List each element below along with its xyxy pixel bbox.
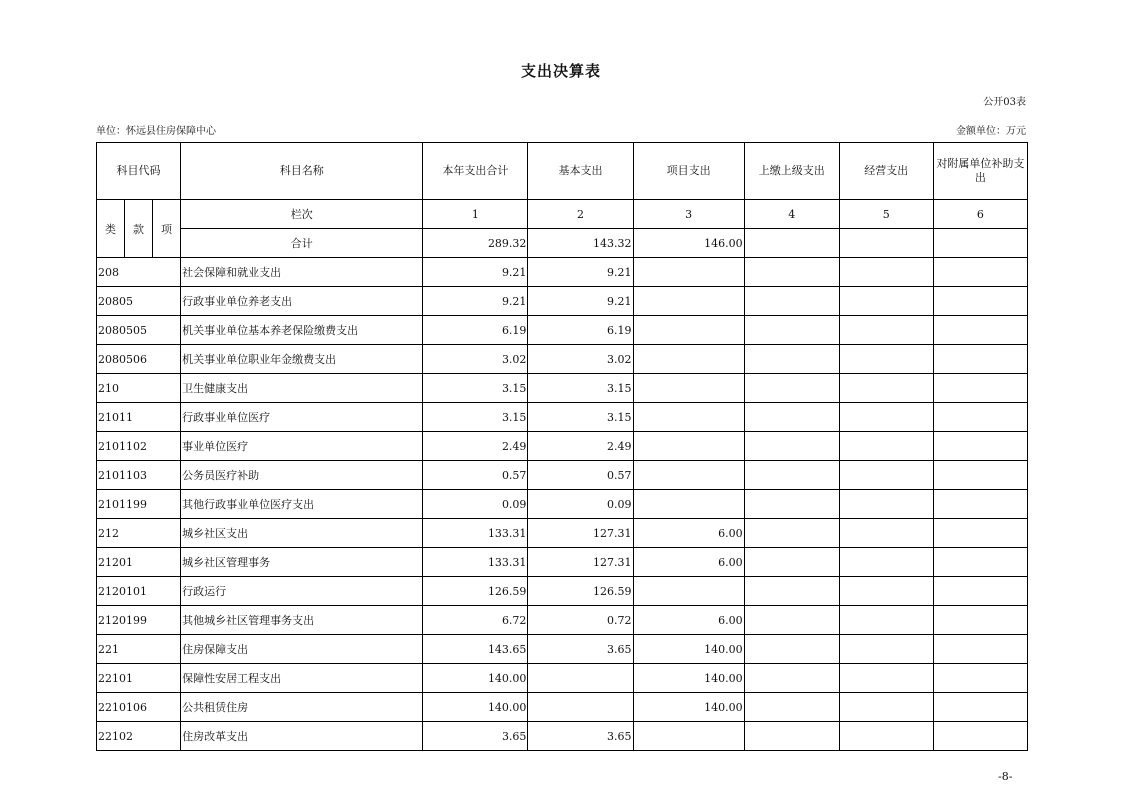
cell-code: 212: [97, 519, 181, 548]
table-body: [97, 143, 1028, 751]
cell-subsidy: [933, 635, 1027, 664]
header-kuan: 款: [125, 200, 153, 258]
cell-upper: [744, 548, 839, 577]
cell-basic: 127.31: [528, 519, 633, 548]
cell-upper: [744, 519, 839, 548]
total-basic: 143.32: [528, 229, 633, 258]
cell-upper: [744, 490, 839, 519]
cell-basic: 3.15: [528, 403, 633, 432]
cell-basic: 3.15: [528, 374, 633, 403]
cell-subsidy: [933, 258, 1027, 287]
cell-total: 9.21: [423, 258, 528, 287]
total-total: 289.32: [423, 229, 528, 258]
table-row: [97, 606, 1028, 635]
table-row: [97, 258, 1028, 287]
column-number-row: [97, 200, 1028, 229]
cell-name: 住房改革支出: [181, 722, 423, 751]
header-subsidy: 对附属单位补助支出: [933, 143, 1027, 200]
table-row: [97, 664, 1028, 693]
cell-basic: 3.65: [528, 635, 633, 664]
cell-upper: [744, 287, 839, 316]
cell-upper: [744, 577, 839, 606]
cell-total: 6.72: [423, 606, 528, 635]
cell-code: 210: [97, 374, 181, 403]
cell-subsidy: [933, 693, 1027, 722]
cell-code: 2120101: [97, 577, 181, 606]
cell-code: 2120199: [97, 606, 181, 635]
cell-subsidy: [933, 403, 1027, 432]
cell-business: [839, 577, 933, 606]
table-row: [97, 374, 1028, 403]
cell-business: [839, 316, 933, 345]
cell-code: 2080506: [97, 345, 181, 374]
cell-upper: [744, 693, 839, 722]
cell-basic: 6.19: [528, 316, 633, 345]
cell-code: 21011: [97, 403, 181, 432]
cell-total: 3.65: [423, 722, 528, 751]
cell-basic: 0.72: [528, 606, 633, 635]
total-project: 146.00: [633, 229, 744, 258]
cell-total: 140.00: [423, 693, 528, 722]
table-row: [97, 548, 1028, 577]
table-row: [97, 432, 1028, 461]
total-business: [839, 229, 933, 258]
cell-project: [633, 432, 744, 461]
cell-name: 社会保障和就业支出: [181, 258, 423, 287]
cell-business: [839, 722, 933, 751]
cell-subsidy: [933, 432, 1027, 461]
table-row: [97, 403, 1028, 432]
header-basic: 基本支出: [528, 143, 633, 200]
form-code: 公开03表: [983, 97, 1026, 108]
cell-code: 2210106: [97, 693, 181, 722]
expenditure-table: [96, 142, 1028, 751]
table-row: [97, 287, 1028, 316]
cell-name: 其他行政事业单位医疗支出: [181, 490, 423, 519]
total-subsidy: [933, 229, 1027, 258]
cell-upper: [744, 374, 839, 403]
col-num-2: 2: [528, 200, 633, 229]
cell-total: 0.57: [423, 461, 528, 490]
cell-basic: 2.49: [528, 432, 633, 461]
cell-name: 行政运行: [181, 577, 423, 606]
header-upper: 上缴上级支出: [744, 143, 839, 200]
table-row: [97, 316, 1028, 345]
cell-code: 221: [97, 635, 181, 664]
cell-upper: [744, 635, 839, 664]
cell-project: [633, 287, 744, 316]
page-title: 支出决算表: [520, 62, 601, 80]
table-row: [97, 693, 1028, 722]
cell-total: 133.31: [423, 519, 528, 548]
money-unit-label: 金额单位：万元: [956, 126, 1026, 137]
cell-business: [839, 635, 933, 664]
cell-business: [839, 461, 933, 490]
cell-project: [633, 577, 744, 606]
col-num-1: 1: [423, 200, 528, 229]
cell-subsidy: [933, 548, 1027, 577]
table-row: [97, 577, 1028, 606]
header-total: 本年支出合计: [423, 143, 528, 200]
cell-basic: 9.21: [528, 287, 633, 316]
cell-total: 6.19: [423, 316, 528, 345]
unit-label: 单位：怀远县住房保障中心: [96, 126, 216, 137]
cell-business: [839, 287, 933, 316]
cell-business: [839, 374, 933, 403]
cell-total: 9.21: [423, 287, 528, 316]
header-xiang: 项: [153, 200, 181, 258]
cell-project: [633, 316, 744, 345]
cell-code: 2101103: [97, 461, 181, 490]
cell-total: 143.65: [423, 635, 528, 664]
table-row: [97, 461, 1028, 490]
cell-business: [839, 548, 933, 577]
table-row: [97, 519, 1028, 548]
cell-name: 住房保障支出: [181, 635, 423, 664]
header-lei: 类: [97, 200, 125, 258]
cell-subsidy: [933, 722, 1027, 751]
cell-business: [839, 432, 933, 461]
cell-name: 其他城乡社区管理事务支出: [181, 606, 423, 635]
cell-project: [633, 258, 744, 287]
cell-code: 2101199: [97, 490, 181, 519]
cell-name: 公共租赁住房: [181, 693, 423, 722]
cell-business: [839, 345, 933, 374]
cell-project: 6.00: [633, 606, 744, 635]
cell-business: [839, 693, 933, 722]
cell-project: 140.00: [633, 664, 744, 693]
cell-name: 公务员医疗补助: [181, 461, 423, 490]
cell-project: 140.00: [633, 635, 744, 664]
cell-code: 21201: [97, 548, 181, 577]
total-upper: [744, 229, 839, 258]
cell-subsidy: [933, 490, 1027, 519]
cell-project: 6.00: [633, 519, 744, 548]
cell-subsidy: [933, 664, 1027, 693]
cell-project: 6.00: [633, 548, 744, 577]
cell-project: [633, 461, 744, 490]
table-row: [97, 635, 1028, 664]
cell-code: 208: [97, 258, 181, 287]
cell-name: 城乡社区支出: [181, 519, 423, 548]
cell-business: [839, 258, 933, 287]
cell-total: 133.31: [423, 548, 528, 577]
cell-business: [839, 606, 933, 635]
header-row: [97, 143, 1028, 200]
header-project: 项目支出: [633, 143, 744, 200]
cell-subsidy: [933, 519, 1027, 548]
cell-subsidy: [933, 606, 1027, 635]
cell-business: [839, 664, 933, 693]
cell-subsidy: [933, 316, 1027, 345]
cell-upper: [744, 461, 839, 490]
cell-basic: 0.09: [528, 490, 633, 519]
cell-total: 140.00: [423, 664, 528, 693]
cell-total: 3.15: [423, 403, 528, 432]
table-row: [97, 490, 1028, 519]
cell-subsidy: [933, 345, 1027, 374]
cell-code: 2080505: [97, 316, 181, 345]
cell-name: 行政事业单位养老支出: [181, 287, 423, 316]
cell-name: 行政事业单位医疗: [181, 403, 423, 432]
cell-upper: [744, 432, 839, 461]
col-num-6: 6: [933, 200, 1027, 229]
cell-name: 卫生健康支出: [181, 374, 423, 403]
cell-upper: [744, 258, 839, 287]
total-label: 合计: [181, 229, 423, 258]
cell-basic: [528, 693, 633, 722]
cell-basic: 127.31: [528, 548, 633, 577]
cell-basic: 3.65: [528, 722, 633, 751]
cell-basic: 126.59: [528, 577, 633, 606]
cell-total: 3.02: [423, 345, 528, 374]
cell-code: 2101102: [97, 432, 181, 461]
cell-basic: 0.57: [528, 461, 633, 490]
cell-project: [633, 722, 744, 751]
cell-subsidy: [933, 461, 1027, 490]
cell-code: 20805: [97, 287, 181, 316]
cell-upper: [744, 316, 839, 345]
header-subject-code: 科目代码: [97, 143, 181, 200]
cell-basic: [528, 664, 633, 693]
col-num-4: 4: [744, 200, 839, 229]
cell-upper: [744, 403, 839, 432]
cell-name: 事业单位医疗: [181, 432, 423, 461]
page-number: -8-: [998, 770, 1013, 783]
cell-code: 22102: [97, 722, 181, 751]
cell-total: 2.49: [423, 432, 528, 461]
cell-upper: [744, 345, 839, 374]
header-subject-name: 科目名称: [181, 143, 423, 200]
cell-business: [839, 519, 933, 548]
table-row: [97, 722, 1028, 751]
cell-upper: [744, 722, 839, 751]
cell-basic: 3.02: [528, 345, 633, 374]
cell-total: 0.09: [423, 490, 528, 519]
cell-code: 22101: [97, 664, 181, 693]
cell-business: [839, 403, 933, 432]
cell-upper: [744, 664, 839, 693]
header-lanci: 栏次: [181, 200, 423, 229]
col-num-3: 3: [633, 200, 744, 229]
cell-business: [839, 490, 933, 519]
cell-project: [633, 374, 744, 403]
cell-subsidy: [933, 287, 1027, 316]
cell-project: 140.00: [633, 693, 744, 722]
cell-project: [633, 490, 744, 519]
cell-name: 机关事业单位基本养老保险缴费支出: [181, 316, 423, 345]
cell-name: 机关事业单位职业年金缴费支出: [181, 345, 423, 374]
cell-project: [633, 345, 744, 374]
cell-project: [633, 403, 744, 432]
table-row: [97, 345, 1028, 374]
header-business: 经营支出: [839, 143, 933, 200]
cell-upper: [744, 606, 839, 635]
total-row: [97, 229, 1028, 258]
cell-subsidy: [933, 577, 1027, 606]
cell-name: 城乡社区管理事务: [181, 548, 423, 577]
col-num-5: 5: [839, 200, 933, 229]
cell-total: 3.15: [423, 374, 528, 403]
cell-total: 126.59: [423, 577, 528, 606]
cell-name: 保障性安居工程支出: [181, 664, 423, 693]
cell-subsidy: [933, 374, 1027, 403]
cell-basic: 9.21: [528, 258, 633, 287]
